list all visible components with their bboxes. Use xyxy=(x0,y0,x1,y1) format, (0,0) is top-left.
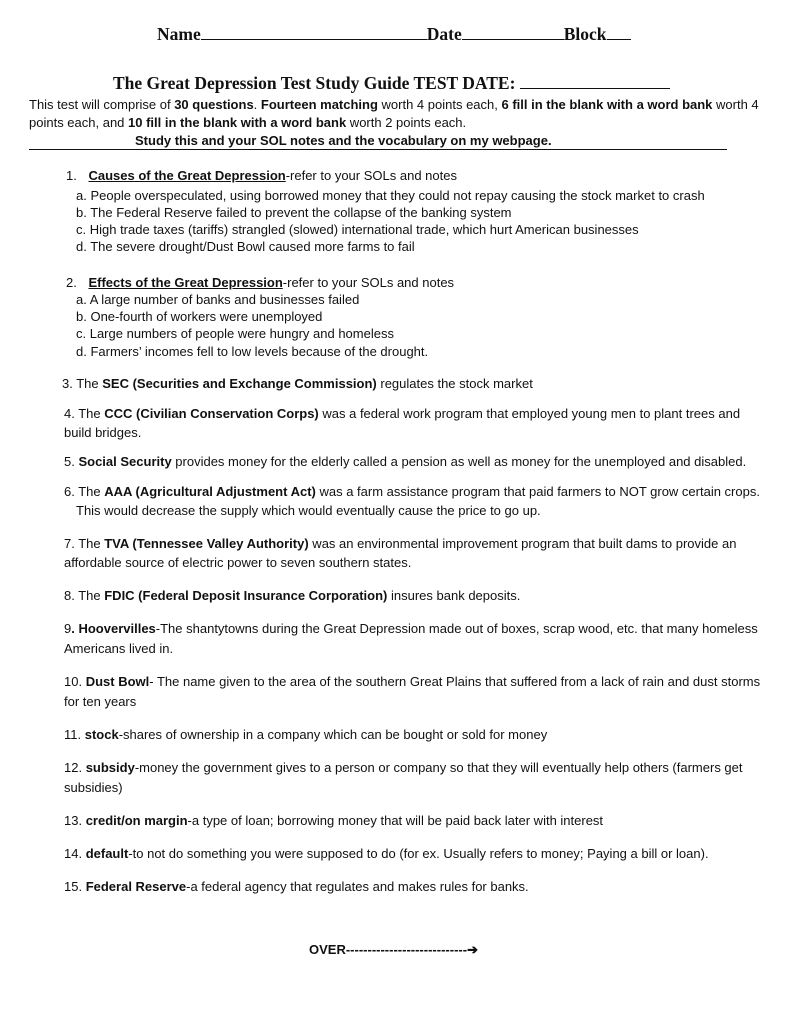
list-item: d. The severe drought/Dust Bowl caused more farms to fail xyxy=(76,239,415,254)
item-definition: was a farm assistance program that paid farmers to NOT grow certain crops. xyxy=(315,484,760,499)
causes-title: Causes of the Great Depression xyxy=(88,168,286,183)
intro-text: . xyxy=(253,97,261,112)
name-label: Name xyxy=(157,24,201,44)
item-term: CCC (Civilian Conservation Corps) xyxy=(104,406,319,421)
item-term: Social Security xyxy=(78,454,172,469)
item-term: AAA (Agricultural Adjustment Act) xyxy=(104,484,316,499)
intro-bold: Fourteen matching xyxy=(260,97,378,112)
causes-number: 1. xyxy=(66,168,77,183)
item-number: 10. xyxy=(64,674,86,689)
item-ccc xyxy=(64,404,764,442)
item-social-security xyxy=(64,452,764,471)
item-default xyxy=(64,844,764,863)
date-label: Date xyxy=(426,24,462,44)
item-term: SEC (Securities and Exchange Commission) xyxy=(102,376,377,391)
item-term: Federal Reserve xyxy=(85,879,187,894)
intro-text: This test will comprise of xyxy=(29,97,175,112)
block-label: Block xyxy=(563,24,607,44)
item-definition: -a federal agency that regulates and makes rules for banks. xyxy=(186,879,529,894)
item-definition-cont: This would decrease the supply which would eventually cause the price to go up. xyxy=(76,503,541,518)
title-text: The Great Depression Test Study Guide TEST DATE: xyxy=(113,73,516,93)
item-number: 3. The xyxy=(62,376,103,391)
item-term: TVA (Tennessee Valley Authority) xyxy=(104,536,309,551)
item-number: 11. xyxy=(64,727,85,742)
item-tva xyxy=(64,534,764,572)
item-term: default xyxy=(85,846,129,861)
study-text: Study this and your SOL notes and the vocabulary on my webpage. xyxy=(135,133,552,148)
item-number: 7. The xyxy=(64,536,105,551)
list-item: b. One-fourth of workers were unemployed xyxy=(76,309,323,324)
intro-bold: 10 fill in the blank with a word bank xyxy=(128,115,347,130)
item-hoovervilles xyxy=(64,619,764,659)
intro-text: worth 4 points each, xyxy=(377,97,502,112)
item-term: subsidy xyxy=(85,760,135,775)
effects-number: 2. xyxy=(66,275,77,290)
item-definition: -money the government gives to a person or company so that they will eventually help others (farmers get subsidies) xyxy=(64,760,743,795)
item-fdic xyxy=(64,586,764,605)
item-federal-reserve xyxy=(64,877,764,896)
block-blank[interactable] xyxy=(607,25,631,40)
item-definition: insures bank deposits. xyxy=(387,588,521,603)
item-credit xyxy=(64,811,764,830)
item-sec xyxy=(62,374,762,393)
item-definition: regulates the stock market xyxy=(376,376,533,391)
list-item: a. People overspeculated, using borrowed money that they could not repay causing the stock market to crash xyxy=(76,188,705,203)
item-number: 6. The xyxy=(64,484,105,499)
intro-bold: 6 fill in the blank with a word bank xyxy=(501,97,713,112)
right-arrow-icon: ➔ xyxy=(467,942,478,957)
list-item: c. High trade taxes (tariffs) strangled (slowed) international trade, which hurt American businesses xyxy=(76,222,639,237)
item-dust-bowl xyxy=(64,672,764,712)
intro-text: worth 4 xyxy=(712,97,759,112)
intro-line-2 xyxy=(29,115,466,130)
item-term: . Hoovervilles xyxy=(71,621,156,636)
item-number: 15. xyxy=(64,879,86,894)
item-stock xyxy=(64,725,764,744)
item-definition: -to not do something you were supposed to do (for ex. Usually refers to money; Paying a bill or loan). xyxy=(128,846,709,861)
item-number: 9 xyxy=(64,621,72,636)
item-term: Dust Bowl xyxy=(85,674,150,689)
item-number: 12. xyxy=(64,760,86,775)
over-indicator xyxy=(309,942,478,958)
item-term: stock xyxy=(84,727,119,742)
date-blank[interactable] xyxy=(462,25,564,40)
item-definition: was a federal work program that employed young men to plant trees and build bridges. xyxy=(64,406,741,440)
intro-line-1 xyxy=(29,97,759,112)
item-subsidy xyxy=(64,758,764,798)
list-item: d. Farmers’ incomes fell to low levels because of the drought. xyxy=(76,344,429,359)
item-term: FDIC (Federal Deposit Insurance Corporation) xyxy=(104,588,388,603)
item-definition: was an environmental improvement program that built dams to provide an affordable source of electric power to seven southern states. xyxy=(64,536,737,570)
item-number: 5. xyxy=(64,454,79,469)
item-number: 14. xyxy=(64,846,86,861)
list-item: b. The Federal Reserve failed to prevent the collapse of the banking system xyxy=(76,205,512,220)
item-definition: -shares of ownership in a company which can be bought or sold for money xyxy=(118,727,548,742)
item-number: 8. The xyxy=(64,588,105,603)
intro-text: points each, and xyxy=(29,115,129,130)
study-instruction xyxy=(29,133,727,150)
item-term: credit/on margin xyxy=(85,813,188,828)
effects-heading xyxy=(66,275,454,290)
intro-bold: 30 questions xyxy=(174,97,254,112)
item-definition: provides money for the elderly called a pension as well as money for the unemployed and disabled. xyxy=(171,454,747,469)
item-aaa xyxy=(64,482,764,520)
name-date-block-line xyxy=(157,24,631,45)
item-definition: - The name given to the area of the southern Great Plains that suffered from a lack of rain and dust storms for ten years xyxy=(64,674,761,709)
item-definition: -The shantytowns during the Great Depression made out of boxes, scrap wood, etc. that many homeless Americans lived in. xyxy=(64,621,758,656)
item-number: 4. The xyxy=(64,406,105,421)
item-definition: -a type of loan; borrowing money that will be paid back later with interest xyxy=(187,813,604,828)
page-title xyxy=(113,73,670,94)
causes-heading xyxy=(66,168,457,183)
list-item: a. A large number of banks and businesses failed xyxy=(76,292,360,307)
name-blank[interactable] xyxy=(201,25,427,40)
effects-title: Effects of the Great Depression xyxy=(88,275,283,290)
item-number: 13. xyxy=(64,813,86,828)
test-date-blank[interactable] xyxy=(520,74,670,89)
list-item: c. Large numbers of people were hungry and homeless xyxy=(76,326,394,341)
causes-suffix: -refer to your SOLs and notes xyxy=(285,168,457,183)
intro-text: worth 2 points each. xyxy=(346,115,467,130)
over-text: OVER---------------------------- xyxy=(309,942,468,957)
effects-suffix: -refer to your SOLs and notes xyxy=(282,275,455,290)
